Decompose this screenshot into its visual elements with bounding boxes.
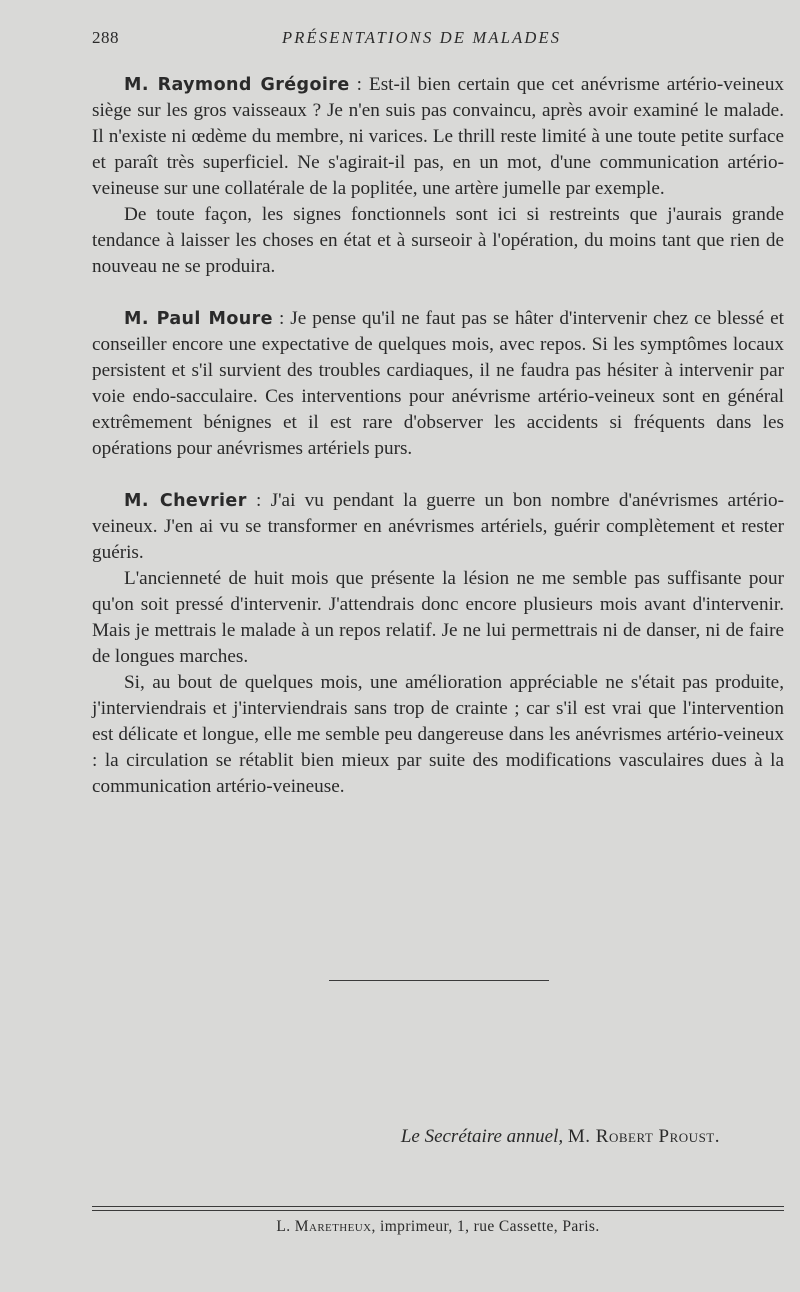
paragraph (92, 202, 784, 280)
body-text (92, 72, 784, 800)
running-title: PRÉSENTATIONS DE MALADES (282, 28, 562, 47)
paragraph-text: : Est-il bien certain que cet anévrisme artério-veineux siège sur les gros vaisseaux ? Je n'en suis pas convaincu, après avoir examiné le malade. Il n'existe ni œdème du membre, ni varices. Le thrill reste limité à une toute petite surface et paraît très superficiel. Ne s'agirait-il pas, en un mot, d'une communication artério-veineuse sur une collatérale de la poplitée, une artère jumelle par exemple. (92, 74, 785, 199)
paragraph-text: : Je pense qu'il ne faut pas se hâter d'intervenir chez ce blessé et conseiller encore une expectative de quelques mois, avec repos. Si les symptômes locaux persistent et s'il survient des troubles cardiaques, il ne faudra pas hésiter à intervenir par voie endo-sacculaire. Ces interventions pour anévrisme artério-veineux sont en général extrêmement bénignes et il est rare d'observer les accidents si fréquents dans les opérations pour anévrismes artériels purs. (92, 308, 784, 459)
footer-divider (92, 1206, 784, 1211)
paragraph (92, 488, 784, 566)
paragraph-text: De toute façon, les signes fonctionnels sont ici si restreints que j'aurais grande tendance à laisser les choses en état et à surseoir à l'opération, du moins tant que rien de nouveau ne se produira. (92, 204, 784, 277)
speaker-name: M. Paul Moure (124, 309, 273, 329)
printer-name: L. Maretheux, (276, 1218, 376, 1235)
paragraph-text: : J'ai vu pendant la guerre un bon nombre d'anévrismes artério-veineux. J'en ai vu se transformer en anévrismes artériels, guérir complètement et rester guéris. (92, 490, 785, 563)
section-divider (329, 980, 549, 981)
paragraph (92, 566, 784, 670)
paragraph (92, 72, 784, 202)
paragraph-text: Si, au bout de quelques mois, une amélioration appréciable ne s'était pas produite, j'interviendrais et j'interviendrais sans trop de crainte ; car s'il est vrai que l'intervention est délicate et longue, elle me semble peu dangereuse dans les anévrismes artério-veineux : la circulation se rétablit bien mieux par suite des modifications vasculaires dues à la communication artério-veineuse. (92, 672, 784, 797)
printer-imprint (92, 1218, 784, 1236)
printer-address: imprimeur, 1, rue Cassette, Paris. (375, 1218, 600, 1235)
speaker-name: M. Raymond Grégoire (124, 75, 350, 95)
signature-role: Le Secrétaire annuel, (400, 1126, 564, 1147)
paragraph (92, 670, 784, 800)
page-header (92, 28, 784, 52)
paragraph (92, 306, 784, 462)
speaker-name: M. Chevrier (124, 491, 247, 511)
signature (401, 1126, 720, 1148)
page-number: 288 (92, 28, 119, 47)
signature-name: M. Robert Proust. (567, 1126, 720, 1147)
paragraph-text: L'ancienneté de huit mois que présente la lésion ne me semble pas suffisante pour qu'on soit pressé d'intervenir. J'attendrais donc encore plusieurs mois avant d'intervenir. Mais je mettrais le malade à un repos relatif. Je ne lui permettrais ni de danser, ni de faire de longues marches. (92, 568, 784, 667)
